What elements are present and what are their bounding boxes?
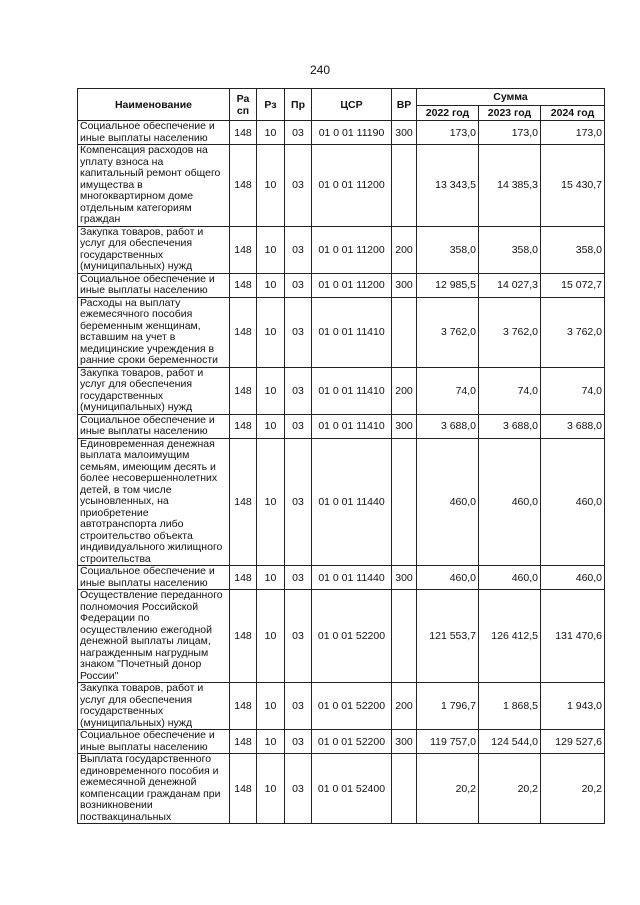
cell-pr: 03	[285, 273, 312, 297]
table-row	[78, 367, 605, 414]
table-row	[78, 145, 605, 227]
cell-2022: 460,0	[417, 438, 479, 566]
header-year-2023: 2023 год	[479, 106, 541, 121]
cell-rasp: 148	[230, 145, 257, 227]
cell-pr: 03	[285, 683, 312, 730]
cell-2023: 358,0	[479, 226, 541, 273]
cell-rasp: 148	[230, 414, 257, 438]
cell-pr: 03	[285, 367, 312, 414]
header-rasp: Ра сп	[230, 89, 257, 121]
cell-2023: 14 385,3	[479, 145, 541, 227]
cell-2022: 1 796,7	[417, 683, 479, 730]
cell-pr: 03	[285, 414, 312, 438]
cell-rz: 10	[257, 367, 285, 414]
cell-2023: 124 544,0	[479, 730, 541, 754]
cell-vr	[392, 297, 417, 367]
cell-rasp: 148	[230, 297, 257, 367]
cell-2022: 3 688,0	[417, 414, 479, 438]
header-rz: Рз	[257, 89, 285, 121]
cell-rz: 10	[257, 226, 285, 273]
cell-csr: 01 0 01 52200	[312, 590, 392, 683]
cell-vr: 300	[392, 414, 417, 438]
cell-rz: 10	[257, 297, 285, 367]
cell-csr: 01 0 01 11200	[312, 145, 392, 227]
cell-2024: 460,0	[541, 566, 605, 590]
cell-name: Осуществление переданного полномочия Российской Федерации по осуществлению ежегодной денежной выплаты лицам, награжденным нагрудным знаком "Почетный донор России"	[78, 590, 230, 683]
table-row	[78, 121, 605, 145]
table-row	[78, 297, 605, 367]
cell-2023: 460,0	[479, 438, 541, 566]
cell-csr: 01 0 01 11410	[312, 297, 392, 367]
cell-name: Социальное обеспечение и иные выплаты населению	[78, 414, 230, 438]
cell-2024: 20,2	[541, 754, 605, 824]
cell-csr: 01 0 01 11440	[312, 566, 392, 590]
cell-2023: 1 868,5	[479, 683, 541, 730]
cell-vr	[392, 590, 417, 683]
cell-vr	[392, 145, 417, 227]
cell-vr: 300	[392, 566, 417, 590]
cell-2023: 126 412,5	[479, 590, 541, 683]
cell-2024: 1 943,0	[541, 683, 605, 730]
cell-name: Социальное обеспечение и иные выплаты населению	[78, 273, 230, 297]
cell-vr: 200	[392, 367, 417, 414]
cell-vr: 200	[392, 226, 417, 273]
cell-name: Единовременная денежная выплата малоимущим семьям, имеющим десять и более несовершеннолетних детей, в том числе усыновленных, на приобретение автотранспорта либо строительство объекта индивидуального жилищного строительства	[78, 438, 230, 566]
cell-pr: 03	[285, 121, 312, 145]
cell-csr: 01 0 01 52200	[312, 683, 392, 730]
cell-2024: 173,0	[541, 121, 605, 145]
cell-rasp: 148	[230, 683, 257, 730]
table-row	[78, 226, 605, 273]
cell-rz: 10	[257, 754, 285, 824]
cell-rz: 10	[257, 121, 285, 145]
cell-name: Выплата государственного единовременного пособия и ежемесячной денежной компенсации гражданам при возникновении поствакцинальных	[78, 754, 230, 824]
cell-pr: 03	[285, 566, 312, 590]
cell-2022: 12 985,5	[417, 273, 479, 297]
cell-2023: 460,0	[479, 566, 541, 590]
cell-csr: 01 0 01 11410	[312, 367, 392, 414]
cell-pr: 03	[285, 754, 312, 824]
cell-2022: 74,0	[417, 367, 479, 414]
cell-2023: 3 762,0	[479, 297, 541, 367]
cell-2022: 3 762,0	[417, 297, 479, 367]
header-csr: ЦСР	[312, 89, 392, 121]
cell-name: Закупка товаров, работ и услуг для обеспечения государственных (муниципальных) нужд	[78, 683, 230, 730]
cell-2022: 13 343,5	[417, 145, 479, 227]
cell-rasp: 148	[230, 121, 257, 145]
header-name: Наименование	[78, 89, 230, 121]
cell-rz: 10	[257, 273, 285, 297]
cell-name: Социальное обеспечение и иные выплаты населению	[78, 730, 230, 754]
cell-2022: 460,0	[417, 566, 479, 590]
cell-name: Социальное обеспечение и иные выплаты населению	[78, 121, 230, 145]
table-row	[78, 566, 605, 590]
cell-rz: 10	[257, 438, 285, 566]
cell-name: Закупка товаров, работ и услуг для обеспечения государственных (муниципальных) нужд	[78, 367, 230, 414]
table-row	[78, 414, 605, 438]
header-year-2022: 2022 год	[417, 106, 479, 121]
cell-pr: 03	[285, 145, 312, 227]
table-body	[78, 121, 605, 824]
cell-name: Компенсация расходов на уплату взноса на капитальный ремонт общего имущества в многоквартирном доме отдельным категориям граждан	[78, 145, 230, 227]
cell-vr: 300	[392, 273, 417, 297]
cell-2023: 3 688,0	[479, 414, 541, 438]
table-row	[78, 273, 605, 297]
cell-name: Социальное обеспечение и иные выплаты населению	[78, 566, 230, 590]
cell-2024: 129 527,6	[541, 730, 605, 754]
cell-vr	[392, 438, 417, 566]
cell-2024: 358,0	[541, 226, 605, 273]
page-number: 240	[309, 63, 331, 77]
cell-name: Расходы на выплату ежемесячного пособия беременным женщинам, вставшим на учет в медицинские учреждения в ранние сроки беременности	[78, 297, 230, 367]
cell-rz: 10	[257, 730, 285, 754]
cell-rz: 10	[257, 414, 285, 438]
cell-rz: 10	[257, 683, 285, 730]
cell-csr: 01 0 01 11410	[312, 414, 392, 438]
table-row	[78, 683, 605, 730]
table-row	[78, 590, 605, 683]
cell-csr: 01 0 01 11200	[312, 226, 392, 273]
table-row	[78, 754, 605, 824]
cell-name: Закупка товаров, работ и услуг для обеспечения государственных (муниципальных) нужд	[78, 226, 230, 273]
cell-2022: 358,0	[417, 226, 479, 273]
cell-rasp: 148	[230, 273, 257, 297]
cell-rz: 10	[257, 566, 285, 590]
header-sum: Сумма	[417, 89, 605, 106]
cell-2024: 3 688,0	[541, 414, 605, 438]
cell-2022: 20,2	[417, 754, 479, 824]
cell-pr: 03	[285, 297, 312, 367]
cell-rasp: 148	[230, 730, 257, 754]
cell-csr: 01 0 01 11190	[312, 121, 392, 145]
cell-csr: 01 0 01 52400	[312, 754, 392, 824]
cell-2023: 173,0	[479, 121, 541, 145]
cell-vr	[392, 754, 417, 824]
cell-pr: 03	[285, 226, 312, 273]
header-year-2024: 2024 год	[541, 106, 605, 121]
cell-2024: 74,0	[541, 367, 605, 414]
cell-2024: 460,0	[541, 438, 605, 566]
cell-rasp: 148	[230, 754, 257, 824]
cell-2022: 119 757,0	[417, 730, 479, 754]
cell-vr: 300	[392, 730, 417, 754]
cell-rasp: 148	[230, 367, 257, 414]
cell-2022: 121 553,7	[417, 590, 479, 683]
cell-vr: 200	[392, 683, 417, 730]
cell-2024: 3 762,0	[541, 297, 605, 367]
header-vr: ВР	[392, 89, 417, 121]
cell-2023: 14 027,3	[479, 273, 541, 297]
cell-csr: 01 0 01 11200	[312, 273, 392, 297]
cell-rasp: 148	[230, 438, 257, 566]
cell-csr: 01 0 01 11440	[312, 438, 392, 566]
cell-rz: 10	[257, 145, 285, 227]
header-pr: Пр	[285, 89, 312, 121]
cell-rasp: 148	[230, 226, 257, 273]
cell-pr: 03	[285, 438, 312, 566]
cell-pr: 03	[285, 590, 312, 683]
cell-csr: 01 0 01 52200	[312, 730, 392, 754]
cell-2024: 15 430,7	[541, 145, 605, 227]
cell-rasp: 148	[230, 590, 257, 683]
cell-2023: 74,0	[479, 367, 541, 414]
table-row	[78, 438, 605, 566]
cell-rasp: 148	[230, 566, 257, 590]
cell-2023: 20,2	[479, 754, 541, 824]
cell-vr: 300	[392, 121, 417, 145]
cell-2024: 131 470,6	[541, 590, 605, 683]
table-row	[78, 730, 605, 754]
cell-2024: 15 072,7	[541, 273, 605, 297]
cell-2022: 173,0	[417, 121, 479, 145]
cell-pr: 03	[285, 730, 312, 754]
cell-rz: 10	[257, 590, 285, 683]
budget-table	[77, 88, 605, 824]
